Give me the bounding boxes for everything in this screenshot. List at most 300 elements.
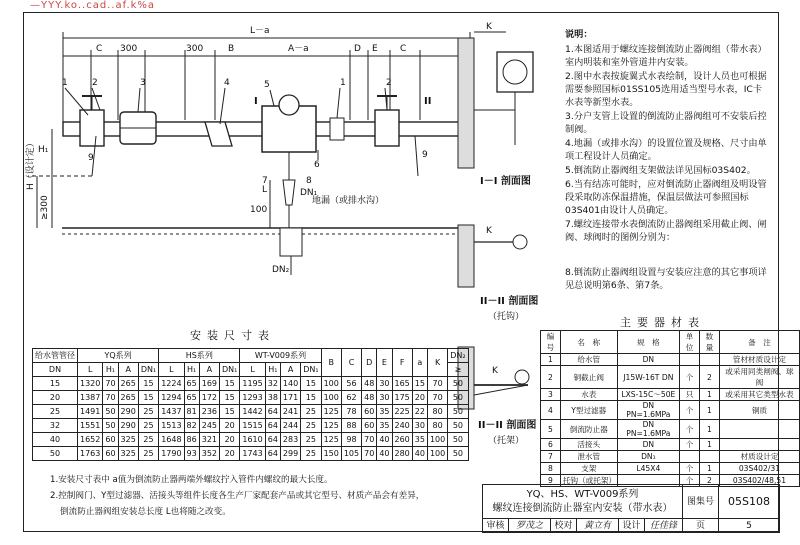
dim-th: DN: [33, 363, 78, 377]
dim-cell: 22: [412, 405, 427, 419]
callout-3: 3: [140, 78, 146, 88]
dim-cell: 260: [392, 433, 412, 447]
dim-c: C: [96, 44, 103, 54]
mat-cell: 托钩（或托架）: [560, 475, 617, 487]
mat-cell: 活接头: [560, 439, 617, 451]
dim-cell: 15: [220, 377, 240, 391]
mat-table-row: [541, 366, 800, 389]
dim-cell: 244: [280, 419, 300, 433]
dim-e: E: [372, 44, 378, 54]
dim-th: A: [199, 363, 219, 377]
dim-table-body: [33, 377, 469, 461]
dim-cell: 100: [321, 377, 341, 391]
dim-cell: 40: [377, 433, 392, 447]
dim-cell: 280: [392, 447, 412, 461]
mat-table-row: [541, 401, 800, 420]
mat-cell: DN₁: [617, 451, 680, 463]
mat-cell: 泄水管: [560, 451, 617, 463]
dim-th: C: [341, 349, 361, 377]
dim-th: H₁: [265, 363, 280, 377]
mat-cell: 2: [700, 475, 720, 487]
mat-cell: 2: [700, 366, 720, 389]
dim-c2: C: [400, 44, 407, 54]
dim-cell: 50: [448, 419, 468, 433]
dim-th: B: [321, 349, 341, 377]
dim-cell: 40: [412, 447, 427, 461]
dim-cell: 105: [341, 447, 361, 461]
dim-cell: 25: [301, 447, 321, 461]
dim-th: DN₂: [448, 349, 468, 363]
dim-th: L: [78, 363, 103, 377]
callout-1b: 1: [340, 78, 346, 88]
dim-table-row: [33, 377, 469, 391]
dim-cell: 15: [220, 405, 240, 419]
dim-cell: 30: [377, 391, 392, 405]
mat-cell: Y型过滤器: [560, 401, 617, 420]
dim-cell: 140: [280, 377, 300, 391]
dim-table-header1: [33, 349, 469, 363]
dim-cell: 88: [341, 419, 361, 433]
mat-cell: DN PN=1.6MPa: [617, 420, 680, 439]
dim-cell: 1491: [78, 405, 103, 419]
dim-cell: 241: [280, 405, 300, 419]
dim-cell: 40: [33, 433, 78, 447]
note-item: 5.倒流防止器阀组支架做法详见国标03S402。: [565, 165, 756, 176]
mat-cell: J15W-16T DN: [617, 366, 680, 389]
dim-l-minus-a: L－a: [250, 26, 270, 36]
dim-cell: 290: [118, 419, 138, 433]
dim-cell: 1224: [159, 377, 184, 391]
mat-cell: 铜截止阀: [560, 366, 617, 389]
dim-cell: 225: [392, 405, 412, 419]
dim-100: 100: [250, 205, 268, 215]
dim-cell: 35: [412, 433, 427, 447]
mat-cell: DN: [617, 354, 680, 366]
dim-cell: 50: [33, 447, 78, 461]
mat-cell: 1: [700, 439, 720, 451]
mat-cell: 8: [541, 463, 561, 475]
dim-cell: 60: [362, 419, 377, 433]
dim-cell: 60: [103, 447, 118, 461]
dim-cell: 1293: [240, 391, 265, 405]
section-mark-i: I: [254, 96, 258, 107]
dim-cell: 1320: [78, 377, 103, 391]
dim-th: L: [240, 363, 265, 377]
section-view-ii-b: II－II 剖面图: [478, 420, 537, 431]
mat-cell: 材质设计定: [719, 451, 799, 463]
dim-cell: 15: [33, 377, 78, 391]
design-label: 设计: [619, 519, 645, 533]
dim-cell: 64: [265, 405, 280, 419]
dim-cell: 64: [265, 447, 280, 461]
dim-th: D: [362, 349, 377, 377]
dim-cell: 321: [199, 433, 219, 447]
dim-cell: 25: [138, 405, 158, 419]
mat-cell: [719, 439, 799, 451]
review-label: 审核: [483, 519, 509, 533]
mat-cell: 支架: [560, 463, 617, 475]
dim-cell: 299: [280, 447, 300, 461]
dim-cell: 1790: [159, 447, 184, 461]
dim-cell: 25: [301, 419, 321, 433]
dim-cell: 50: [103, 419, 118, 433]
mat-table-row: [541, 420, 800, 439]
section-view-ii-b-sub: （托架）: [488, 436, 525, 446]
callout-8: 8: [306, 176, 312, 186]
dim-th: A: [118, 363, 138, 377]
mat-table-header: [541, 331, 800, 354]
dim-table-row: [33, 447, 469, 461]
callout-2b: 2: [386, 78, 392, 88]
check-label: 校对: [551, 519, 577, 533]
dim-cell: 60: [103, 433, 118, 447]
mat-th: 单位: [680, 331, 700, 354]
dim-cell: 1515: [240, 419, 265, 433]
dim-cell: 15: [138, 377, 158, 391]
dim-table-row: [33, 433, 469, 447]
mat-th: 数量: [700, 331, 720, 354]
mat-cell: 倒流防止器: [560, 420, 617, 439]
dim-cell: 50: [103, 405, 118, 419]
dim-cell: 40: [377, 447, 392, 461]
dim-th: 给水管管径: [33, 349, 78, 363]
check-signature: 黄立有: [577, 519, 619, 533]
callout-9b: 9: [422, 150, 428, 160]
mat-table-row: [541, 389, 800, 401]
mat-cell: L45X4: [617, 463, 680, 475]
dim-table-row: [33, 419, 469, 433]
dim-cell: 100: [427, 433, 447, 447]
dim-th: HS系列: [159, 349, 240, 363]
mat-cell: 或采用其它类型水表: [719, 389, 799, 401]
notes-title: 说明：: [565, 29, 593, 40]
mat-cell: 个: [680, 401, 700, 420]
mat-cell: 个: [680, 475, 700, 487]
dim-l: L: [262, 185, 268, 195]
dim-cell: 64: [265, 433, 280, 447]
review-signature: 罗茂之: [509, 519, 551, 533]
dim-th: K: [427, 349, 447, 377]
dim-cell: 25: [138, 419, 158, 433]
dim-cell: 1195: [240, 377, 265, 391]
dim-b: B: [228, 44, 235, 54]
dim-cell: 35: [377, 405, 392, 419]
dim-table-row: [33, 405, 469, 419]
dim-cell: 70: [362, 447, 377, 461]
dim-cell: 1513: [159, 419, 184, 433]
dim-h1: H₁: [38, 145, 49, 155]
note-item: 6.当有结冻可能时，应对倒流防止器阀组及明设管段采取防冻保温措施，保温层做法可参照国标03S401由设计人员确定。: [565, 179, 767, 216]
mat-th: 备 注: [719, 331, 799, 354]
dim-cell: 100: [427, 447, 447, 461]
dim-cell: 50: [448, 405, 468, 419]
mat-cell: 管材材质设计定: [719, 354, 799, 366]
dim-th: E: [377, 349, 392, 377]
page-label: 页: [683, 519, 719, 533]
dim-a-minus-a: A－a: [288, 44, 309, 54]
dim-cell: 25: [138, 433, 158, 447]
materials-table: [540, 330, 800, 487]
callout-2: 2: [92, 78, 98, 88]
dim-cell: 283: [280, 433, 300, 447]
dim-cell: 100: [321, 391, 341, 405]
mat-cell: 2: [541, 366, 561, 389]
dim-table: [32, 348, 469, 461]
dim-cell: 125: [321, 405, 341, 419]
callout-1: 1: [62, 78, 68, 88]
dim-d: D: [354, 44, 361, 54]
dim-cell: 62: [341, 391, 361, 405]
note-item: 7.螺纹连接带水表倒流防止器阀组采用截止阀、闸阀、球阀时的图例分别为：: [565, 219, 767, 243]
mat-cell: 个: [680, 420, 700, 439]
dim-cell: 245: [199, 419, 219, 433]
dim-cell: 325: [118, 433, 138, 447]
mat-cell: 给水管: [560, 354, 617, 366]
dim-cell: 32: [265, 377, 280, 391]
callout-5: 5: [264, 80, 270, 90]
dim-cell: 82: [184, 419, 199, 433]
mat-th: 名 称: [560, 331, 617, 354]
dim-cell: 20: [412, 391, 427, 405]
mat-cell: 6: [541, 439, 561, 451]
mat-cell: [700, 354, 720, 366]
dim-cell: 93: [184, 447, 199, 461]
mat-cell: 1: [700, 463, 720, 475]
dim-cell: 48: [362, 377, 377, 391]
dim-cell: 25: [301, 405, 321, 419]
dim-cell: 70: [103, 391, 118, 405]
dim-cell: 70: [427, 377, 447, 391]
dim-dn2: DN₂: [272, 265, 290, 275]
mat-cell: DN PN=1.6MPa: [617, 401, 680, 420]
dim-cell: 86: [184, 433, 199, 447]
footnotes: [50, 472, 470, 520]
dim-cell: 172: [199, 391, 219, 405]
dim-cell: 35: [377, 419, 392, 433]
dim-cell: 78: [341, 405, 361, 419]
dim-cell: 171: [280, 391, 300, 405]
dim-cell: 175: [392, 391, 412, 405]
dim-cell: 352: [199, 447, 219, 461]
dim-cell: 80: [427, 405, 447, 419]
dim-cell: 38: [265, 391, 280, 405]
dim-cell: 50: [448, 391, 468, 405]
dim-cell: 1610: [240, 433, 265, 447]
dim-cell: 20: [220, 419, 240, 433]
dim-cell: 1648: [159, 433, 184, 447]
dim-cell: 125: [321, 419, 341, 433]
mat-cell: 个: [680, 463, 700, 475]
dim-cell: 20: [220, 433, 240, 447]
callout-6: 6: [314, 160, 320, 170]
dim-cell: 265: [118, 391, 138, 405]
dim-cell: 30: [412, 419, 427, 433]
dim-th: DN₁: [301, 363, 321, 377]
mat-cell: 03S402/48,51: [719, 475, 799, 487]
atlas-number: 05S108: [719, 485, 780, 519]
dim-cell: 48: [362, 391, 377, 405]
section-view-i: I－I 剖面图: [480, 176, 531, 187]
mat-cell: 个: [680, 366, 700, 389]
dim-ge-300: ≥300: [40, 195, 50, 220]
dim-cell: 1743: [240, 447, 265, 461]
section-view-ii-a-sub: （托钩）: [488, 312, 525, 322]
dim-cell: 65: [184, 377, 199, 391]
mat-cell: [719, 420, 799, 439]
dim-cell: 15: [412, 377, 427, 391]
dim-cell: 65: [184, 391, 199, 405]
dim-cell: 98: [341, 433, 361, 447]
dim-cell: 1294: [159, 391, 184, 405]
dim-cell: 1652: [78, 433, 103, 447]
dim-cell: 325: [118, 447, 138, 461]
dim-th: H₁: [184, 363, 199, 377]
callout-9: 9: [88, 153, 94, 163]
mat-cell: 1: [541, 354, 561, 366]
dim-cell: 80: [427, 419, 447, 433]
dim-cell: 1442: [240, 405, 265, 419]
mat-cell: [680, 451, 700, 463]
section-view-ii-a: II－II 剖面图: [480, 296, 539, 307]
dim-cell: 25: [138, 447, 158, 461]
dim-cell: 125: [321, 433, 341, 447]
note-item: 4.地漏（或排水沟）的设置位置及规格、尺寸由单项工程设计人员确定。: [565, 138, 767, 162]
dim-th: WT-V009系列: [240, 349, 321, 363]
drawing-title: [483, 485, 683, 519]
drawing-title-line1: YQ、HS、WT-V009系列: [526, 489, 639, 500]
dim-th: DN₁: [220, 363, 240, 377]
mat-cell: 1: [700, 401, 720, 420]
dim-300-a: 300: [120, 44, 138, 54]
dim-th: YQ系列: [78, 349, 159, 363]
note-item: 3.分户支管上设置的倒流防止器阀组可不安装后控制阀。: [565, 111, 767, 135]
dim-h: H（设计定）: [26, 138, 36, 190]
mat-cell: 9: [541, 475, 561, 487]
dim-cell: 165: [392, 377, 412, 391]
dim-cell: 1551: [78, 419, 103, 433]
dim-cell: 20: [33, 391, 78, 405]
mat-cell: 只: [680, 389, 700, 401]
floor-drain-label: 地漏（或排水沟）: [312, 196, 385, 206]
mat-cell: 铜质: [719, 401, 799, 420]
dim-cell: 70: [427, 391, 447, 405]
mat-th: 规 格: [617, 331, 680, 354]
dim-th: A: [280, 363, 300, 377]
callout-4: 4: [224, 78, 230, 88]
dim-cell: 70: [362, 433, 377, 447]
dim-cell: 1763: [78, 447, 103, 461]
dim-cell: 30: [377, 377, 392, 391]
dim-cell: 150: [321, 447, 341, 461]
top-stamp: —YYY.ko..cad..af.k%a: [30, 0, 156, 11]
dim-th: ≥: [448, 363, 468, 377]
dim-cell: 20: [220, 447, 240, 461]
sec-k3: K: [492, 366, 498, 376]
mat-cell: 或采用同类闸阀、球阀: [719, 366, 799, 389]
dim-cell: 265: [118, 377, 138, 391]
dim-table-row: [33, 391, 469, 405]
dim-cell: 1437: [159, 405, 184, 419]
sec-k2: K: [486, 226, 492, 236]
mat-cell: 7: [541, 451, 561, 463]
dim-cell: 56: [341, 377, 361, 391]
dim-cell: 70: [103, 377, 118, 391]
mat-cell: 5: [541, 420, 561, 439]
dim-cell: 64: [265, 419, 280, 433]
dim-table-title: 安装尺寸表: [190, 329, 275, 342]
mat-table-title: 主要器材表: [620, 316, 705, 329]
mat-cell: 4: [541, 401, 561, 420]
mat-th: 编号: [541, 331, 561, 354]
dim-th: H₁: [103, 363, 118, 377]
note-item: 2.图中水表按旋翼式水表绘制，设计人员也可根据需要参照国标01SS105选用适当型号水表，IC卡水表等新型水表。: [565, 71, 767, 108]
mat-cell: LXS-15C～50E: [617, 389, 680, 401]
dim-cell: 15: [301, 377, 321, 391]
dim-cell: 81: [184, 405, 199, 419]
mat-table-row: [541, 439, 800, 451]
mat-table-row: [541, 354, 800, 366]
mat-cell: 3: [541, 389, 561, 401]
dim-cell: 290: [118, 405, 138, 419]
dim-cell: 240: [392, 419, 412, 433]
title-block: [482, 484, 780, 533]
dim-cell: 15: [220, 391, 240, 405]
drawing-title-line2: 螺纹连接倒流防止器室内安装（带水表）: [492, 503, 673, 514]
dim-300-b: 300: [186, 44, 204, 54]
dim-cell: 25: [33, 405, 78, 419]
dim-cell: 25: [301, 433, 321, 447]
dim-cell: 1387: [78, 391, 103, 405]
dim-th: DN₁: [138, 363, 158, 377]
mat-table-row: [541, 463, 800, 475]
footnote: 1.安装尺寸表中 a值为倒流防止器两端外螺纹拧入管件内螺纹的最大长度。: [50, 475, 333, 485]
dim-th: F: [392, 349, 412, 377]
callout-7: 7: [262, 176, 268, 186]
mat-cell: 水表: [560, 389, 617, 401]
notes-block: [565, 28, 770, 293]
mat-table-row: [541, 451, 800, 463]
mat-table-body: [541, 354, 800, 487]
mat-cell: 03S402/31: [719, 463, 799, 475]
dim-cell: 50: [448, 447, 468, 461]
page-number: 5: [719, 519, 780, 533]
mat-cell: DN: [617, 439, 680, 451]
dim-cell: 32: [33, 419, 78, 433]
section-mark-ii: II: [424, 96, 432, 107]
atlas-label: 图集号: [683, 485, 719, 519]
footnote: 倒流防止器阀组安装总长度 L也将随之改变。: [60, 507, 231, 517]
mat-cell: 1: [700, 389, 720, 401]
dim-th: a: [412, 349, 427, 377]
dim-cell: 169: [199, 377, 219, 391]
dim-dn1: DN₁: [300, 188, 318, 198]
dim-cell: 15: [138, 391, 158, 405]
mat-cell: 1: [700, 420, 720, 439]
sec-k: K: [486, 22, 492, 32]
mat-cell: [700, 451, 720, 463]
mat-cell: 个: [680, 439, 700, 451]
dim-cell: 236: [199, 405, 219, 419]
note-item: 1.本图适用于螺纹连接倒流防止器阀组（带水表）室内明装和室外管道井内安装。: [565, 44, 767, 68]
dim-th: L: [159, 363, 184, 377]
dim-cell: 15: [301, 391, 321, 405]
design-signature: 任佳锋: [645, 519, 683, 533]
dim-cell: 60: [362, 405, 377, 419]
footnote: 2.控制阀门、Y型过滤器、活接头等组件长度各生产厂家配套产品或其它型号、材质产品会有差异，: [50, 491, 425, 501]
dim-cell: 50: [448, 377, 468, 391]
note-item: 8.倒流防止器阀组设置与安装应注意的其它事项详见总说明第6条、第7条。: [565, 267, 767, 291]
mat-cell: [680, 354, 700, 366]
